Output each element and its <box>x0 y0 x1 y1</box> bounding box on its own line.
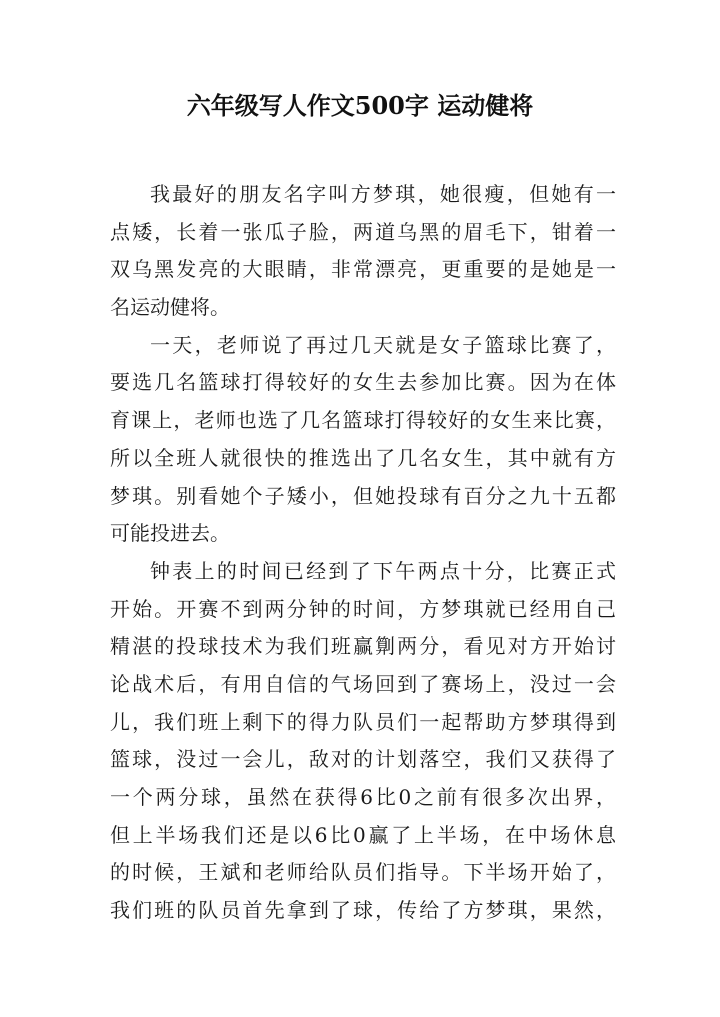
text-line: 所以全班人就很快的推选出了几名女生，其中就有方 <box>110 445 616 470</box>
text-line: 论战术后，有用自信的气场回到了赛场上，没过一会 <box>110 671 616 696</box>
text-line: 要选几名篮球打得较好的女生去参加比赛。因为在体 <box>110 370 616 395</box>
document-body <box>110 176 616 930</box>
text-line: 一个两分球，虽然在获得6比0之前有很多次出界， <box>110 785 616 809</box>
text-line: 名运动健将。 <box>110 295 230 320</box>
paragraph-1 <box>110 176 616 327</box>
paragraph-3 <box>110 553 616 930</box>
text-line: 梦琪。别看她个子矮小，但她投球有百分之九十五都 <box>110 483 616 508</box>
text-line: 我最好的朋友名字叫方梦琪，她很瘦，但她有一 <box>150 182 616 206</box>
text-line: 育课上，老师也选了几名篮球打得较好的女生来比赛， <box>110 408 616 433</box>
document-title: 六年级写人作文500字 运动健将 <box>186 91 534 120</box>
text-line: 但上半场我们还是以6比0赢了上半场，在中场休息 <box>110 822 616 847</box>
text-line: 的时候，王斌和老师给队员们指导。下半场开始了， <box>110 860 616 885</box>
text-line: 一天，老师说了再过几天就是女子篮球比赛了， <box>150 332 616 357</box>
text-line: 可能投进去。 <box>110 521 230 546</box>
text-line: 点矮，长着一张瓜子脸，两道乌黑的眉毛下，钳着一 <box>110 219 616 244</box>
text-line: 儿，我们班上剩下的得力队员们一起帮助方梦琪得到 <box>110 709 616 734</box>
text-line: 钟表上的时间已经到了下午两点十分，比赛正式 <box>150 558 616 583</box>
paragraph-2 <box>110 327 616 553</box>
text-line: 双乌黑发亮的大眼睛，非常漂亮，更重要的是她是一 <box>110 257 616 282</box>
text-line: 开始。开赛不到两分钟的时间，方梦琪就已经用自己 <box>110 596 616 621</box>
text-line: 篮球，没过一会儿，敌对的计划落空，我们又获得了 <box>110 747 616 772</box>
text-line: 精湛的投球技术为我们班赢㔍两分，看见对方开始讨 <box>110 634 616 659</box>
text-line: 我们班的队员首先拿到了球，传给了方梦琪，果然， <box>110 898 616 923</box>
